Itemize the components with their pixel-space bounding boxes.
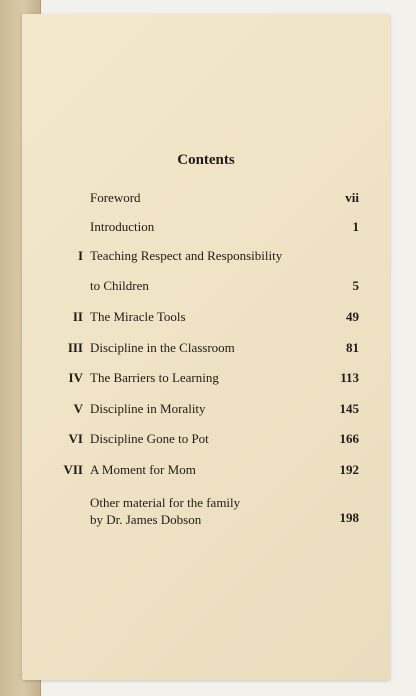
toc-label: Discipline in the Classroom: [90, 340, 235, 355]
toc-entry-chapter-6: [22, 431, 390, 451]
toc-page: 192: [339, 462, 359, 477]
toc-number: II: [72, 309, 83, 324]
toc-label: to Children: [90, 278, 149, 293]
toc-page: 166: [339, 431, 359, 446]
contents-title: Contents: [177, 152, 235, 168]
toc-label-line-2: by Dr. James Dobson: [90, 512, 202, 527]
toc-page: 145: [339, 401, 359, 416]
toc-label-line-1: Other material for the family: [90, 495, 241, 510]
toc-entry-chapter-2: [22, 309, 390, 329]
toc-number: IV: [68, 370, 83, 385]
toc-page: 198: [339, 510, 359, 525]
toc-page: vii: [345, 190, 359, 205]
toc-label: Discipline in Morality: [90, 401, 206, 416]
toc-page: 49: [346, 309, 359, 324]
toc-label: A Moment for Mom: [90, 462, 196, 477]
toc-page: 81: [346, 340, 359, 355]
toc-page: 1: [352, 219, 359, 234]
toc-label: [90, 494, 240, 528]
toc-label: Teaching Respect and Responsibility: [90, 248, 283, 263]
toc-number: VI: [68, 431, 83, 446]
toc-entry-chapter-5: [22, 401, 390, 421]
toc-number: III: [67, 340, 83, 355]
toc-number: V: [73, 401, 83, 416]
toc-page: 5: [352, 278, 359, 293]
toc-number: VII: [63, 462, 83, 477]
book-page: [22, 14, 390, 680]
toc-entry-other-material: [22, 494, 390, 534]
toc-page: 113: [340, 370, 359, 385]
toc-label: Foreword: [90, 190, 141, 205]
toc-label: The Miracle Tools: [90, 309, 186, 324]
toc-entry-chapter-7: [22, 462, 390, 482]
toc-label: The Barriers to Learning: [90, 370, 219, 385]
toc-number: I: [77, 248, 83, 263]
toc-entry-chapter-1: [22, 248, 390, 268]
toc-entry-chapter-1-continued: [22, 278, 390, 298]
toc-entry-chapter-4: [22, 370, 390, 390]
toc-label: Introduction: [90, 219, 155, 234]
toc-entry-introduction: [22, 219, 390, 239]
toc-label: Discipline Gone to Pot: [90, 431, 209, 446]
toc-entry-foreword: [22, 190, 390, 210]
toc-entry-chapter-3: [22, 340, 390, 360]
